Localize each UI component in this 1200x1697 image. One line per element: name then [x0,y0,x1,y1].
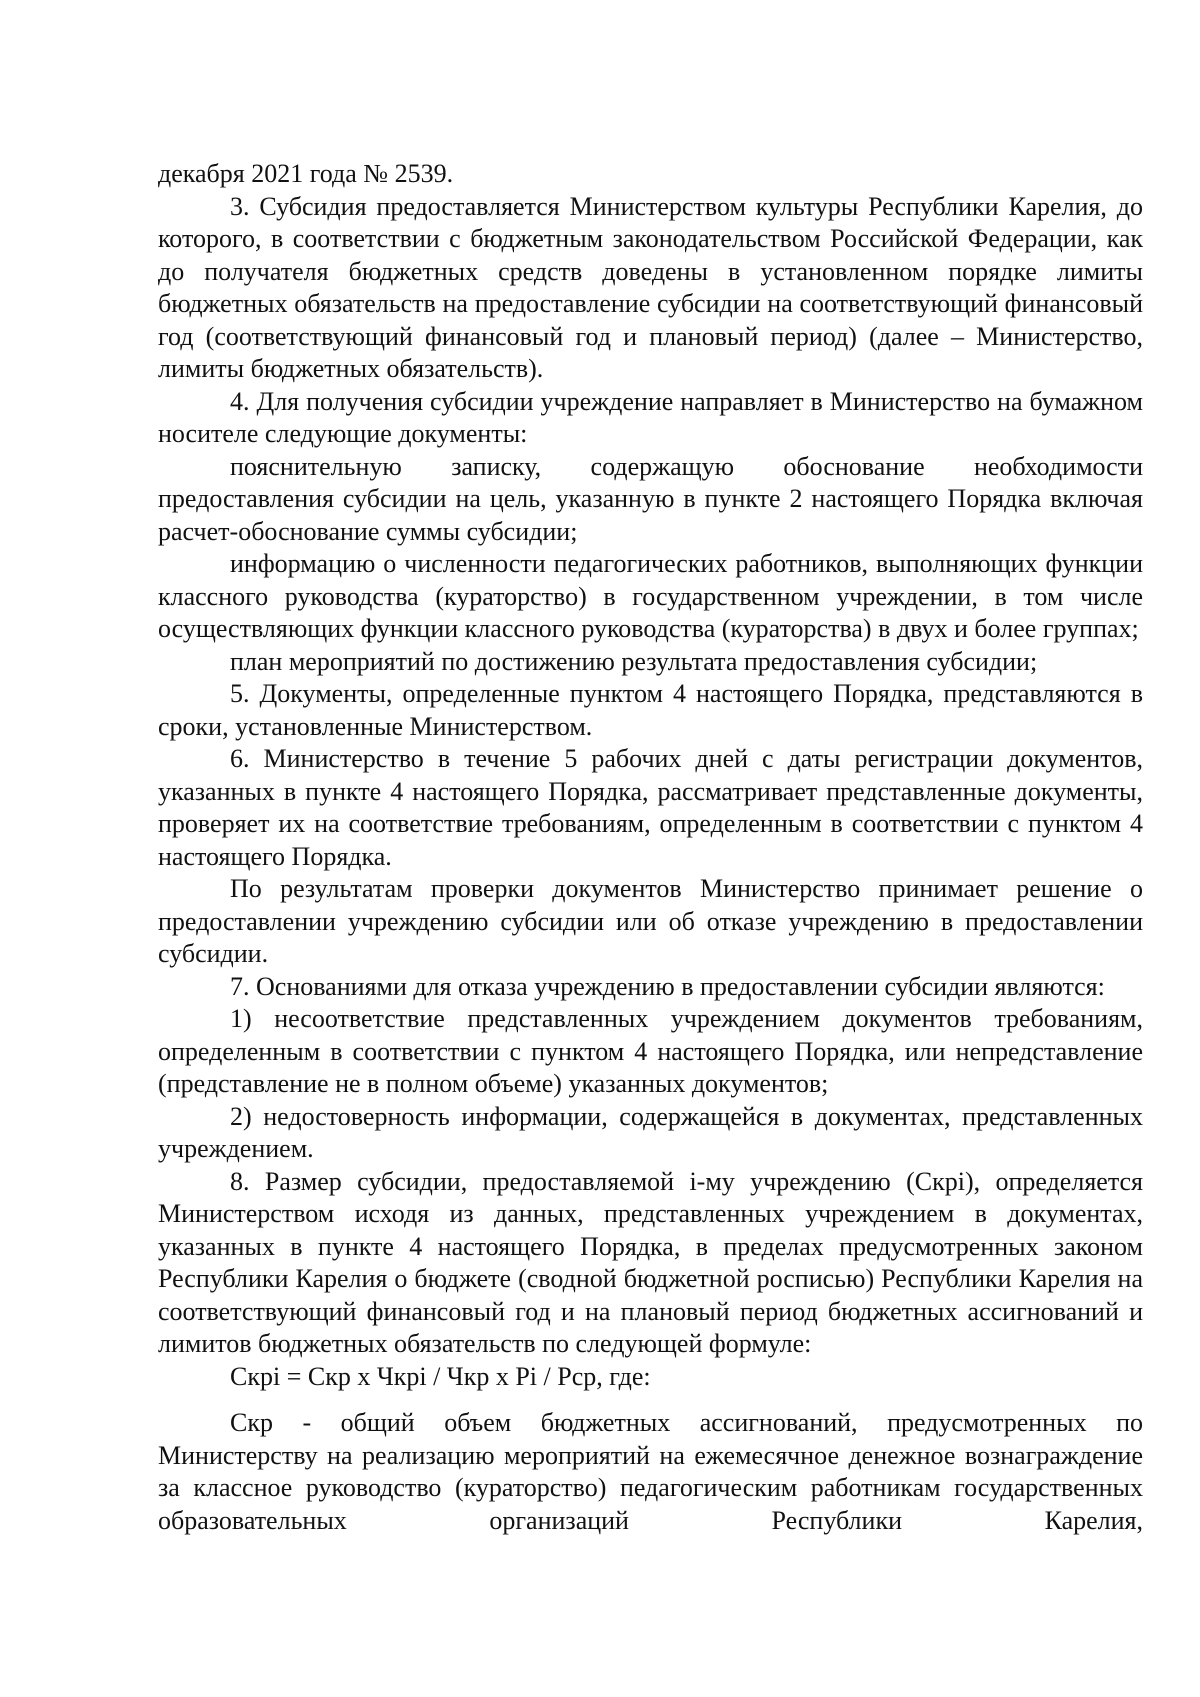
paragraph-clause-8: 8. Размер субсидии, предоставляемой i-му учреждению (Скрi), определяется Министерством исходя из данных, представленных учреждением в документах, указанных в пункте 4 настоящего Порядка, в пределах предусмотренных законом Республики Карелия о бюджете (сводной бюджетной росписью) Республики Карелия на соответствующий финансовый год и на плановый период бюджетных ассигнований и лимитов бюджетных обязательств по следующей формуле: [158,1166,1143,1358]
paragraph-clause-7: 7. Основаниями для отказа учреждению в предоставлении субсидии являются: [230,971,1105,1001]
paragraph-explanatory-note: пояснительную записку, содержащую обоснование необходимости предоставления субсидии на цель, указанную в пункте 2 настоящего Порядка включая расчет-обоснование суммы субсидии; [158,451,1143,546]
paragraph-staff-information: информацию о численности педагогических работников, выполняющих функции классного руководства (кураторство) в государственном учреждении, в том числе осуществляющих функции классного руководства (кураторства) в двух и более группах; [158,549,1143,643]
paragraph-formula-definition: Скр - общий объем бюджетных ассигнований, предусмотренных по Министерству на реализацию мероприятий на ежемесячное денежное вознаграждение за классное руководство (кураторство) педагогическим работникам государственных образовательных организаций Республики Карелия, [158,1408,1143,1535]
paragraph-refusal-ground-1: 1) несоответствие представленных учреждением документов требованиям, определенным в соответствии с пунктом 4 настоящего Порядка, или непредставление (представление не в полном объеме) указанных документов; [158,1004,1143,1098]
formula-line: Скрi = Скр x Чкрi / Чкр x Рi / Рср, где: [230,1361,651,1391]
paragraph-action-plan: план мероприятий по достижению результата предоставления субсидии; [230,646,1038,676]
paragraph-review-decision: По результатам проверки документов Министерство принимает решение о предоставлении учреждению субсидии или об отказе учреждению в предоставлении субсидии. [158,874,1143,968]
paragraph-continuation: декабря 2021 года № 2539. [158,159,454,188]
paragraph-clause-5: 5. Документы, определенные пунктом 4 настоящего Порядка, представляются в сроки, установленные Министерством. [158,679,1143,741]
blank-line [158,1393,1143,1407]
paragraph-clause-3: 3. Субсидия предоставляется Министерством культуры Республики Карелия, до которого, в соответствии с бюджетным законодательством Российской Федерации, как до получателя бюджетных средств доведены в установленном порядке лимиты бюджетных обязательств на предоставление субсидии на соответствующий финансовый год (соответствующий финансовый год и плановый период) (далее – Министерство, лимиты бюджетных обязательств). [158,191,1143,383]
document-page [158,158,1143,1537]
paragraph-clause-4: 4. Для получения субсидии учреждение направляет в Министерство на бумажном носителе следующие документы: [158,386,1143,448]
paragraph-clause-6: 6. Министерство в течение 5 рабочих дней с даты регистрации документов, указанных в пункте 4 настоящего Порядка, рассматривает представленные документы, проверяет их на соответствие требованиям, определенным в соответствии с пунктом 4 настоящего Порядка. [158,744,1143,871]
paragraph-refusal-ground-2: 2) недостоверность информации, содержащейся в документах, представленных учреждением. [158,1101,1143,1163]
